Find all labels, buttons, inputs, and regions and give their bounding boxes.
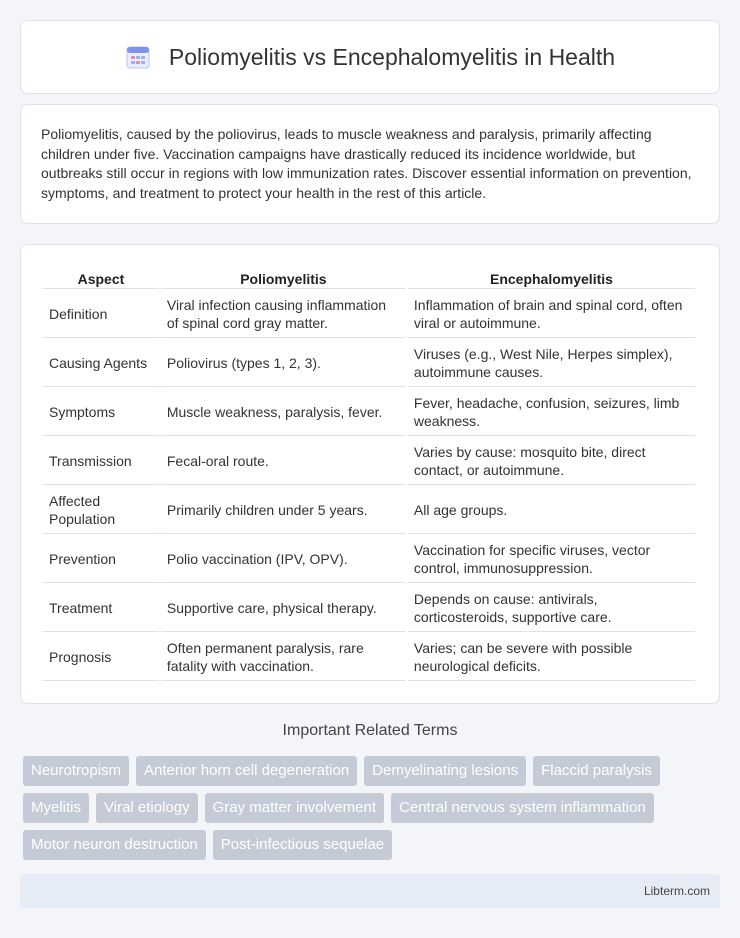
tag-post-infectious-sequelae[interactable]: Post-infectious sequelae xyxy=(213,830,392,860)
aspect-cell: Symptoms xyxy=(43,389,159,436)
related-terms-tags xyxy=(20,756,720,860)
aspect-cell: Prognosis xyxy=(43,634,159,681)
page-title: Poliomyelitis vs Encephalomyelitis in Health xyxy=(168,43,616,70)
aspect-cell: Prevention xyxy=(43,536,159,583)
tag-myelitis[interactable]: Myelitis xyxy=(23,793,89,823)
aspect-cell: Definition xyxy=(43,291,159,338)
aspect-cell: Causing Agents xyxy=(43,340,159,387)
table-header-row xyxy=(43,267,695,289)
tag-gray-matter-involvement[interactable]: Gray matter involvement xyxy=(205,793,384,823)
poliomyelitis-cell: Viral infection causing inflammation of spinal cord gray matter. xyxy=(161,291,406,338)
aspect-cell: Affected Population xyxy=(43,487,159,534)
related-terms-title: Important Related Terms xyxy=(282,722,458,739)
encephalomyelitis-cell: Inflammation of brain and spinal cord, often viral or autoimmune. xyxy=(408,291,695,338)
poliomyelitis-cell: Supportive care, physical therapy. xyxy=(161,585,406,632)
intro-card xyxy=(20,104,720,224)
tag-demyelinating-lesions[interactable]: Demyelinating lesions xyxy=(364,756,526,786)
encephalomyelitis-cell: Viruses (e.g., West Nile, Herpes simplex), autoimmune causes. xyxy=(408,340,695,387)
table-row xyxy=(43,291,695,338)
table-row xyxy=(43,389,695,436)
table-row xyxy=(43,585,695,632)
calendar-icon xyxy=(125,44,151,70)
footer xyxy=(20,874,720,908)
tag-viral-etiology[interactable]: Viral etiology xyxy=(96,793,198,823)
aspect-cell: Transmission xyxy=(43,438,159,485)
related-terms-section xyxy=(20,722,720,860)
poliomyelitis-cell: Muscle weakness, paralysis, fever. xyxy=(161,389,406,436)
tag-cns-inflammation[interactable]: Central nervous system inflammation xyxy=(391,793,654,823)
encephalomyelitis-cell: Vaccination for specific viruses, vector control, immunosuppression. xyxy=(408,536,695,583)
tag-motor-neuron-destruction[interactable]: Motor neuron destruction xyxy=(23,830,206,860)
poliomyelitis-cell: Fecal-oral route. xyxy=(161,438,406,485)
poliomyelitis-cell: Often permanent paralysis, rare fatality with vaccination. xyxy=(161,634,406,681)
poliomyelitis-cell: Primarily children under 5 years. xyxy=(161,487,406,534)
poliomyelitis-cell: Polio vaccination (IPV, OPV). xyxy=(161,536,406,583)
encephalomyelitis-cell: Fever, headache, confusion, seizures, limb weakness. xyxy=(408,389,695,436)
encephalomyelitis-cell: Varies by cause: mosquito bite, direct contact, or autoimmune. xyxy=(408,438,695,485)
header-aspect: Aspect xyxy=(43,267,159,289)
encephalomyelitis-cell: All age groups. xyxy=(408,487,695,534)
tag-anterior-horn-cell-degeneration[interactable]: Anterior horn cell degeneration xyxy=(136,756,357,786)
table-row xyxy=(43,536,695,583)
header-poliomyelitis: Poliomyelitis xyxy=(161,267,406,289)
intro-paragraph: Poliomyelitis, caused by the poliovirus, leads to muscle weakness and paralysis, primarily affecting children under five. Vaccination campaigns have drastically reduced its incidence worldwide, but outbreaks still occur in regions with low immunization rates. Discover essential information on prevention, symptoms, and treatment to protect your health in the rest of this article. xyxy=(41,126,692,201)
table-row xyxy=(43,438,695,485)
header-card xyxy=(20,20,720,94)
table-row xyxy=(43,634,695,681)
tag-neurotropism[interactable]: Neurotropism xyxy=(23,756,129,786)
encephalomyelitis-cell: Depends on cause: antivirals, corticosteroids, supportive care. xyxy=(408,585,695,632)
poliomyelitis-cell: Poliovirus (types 1, 2, 3). xyxy=(161,340,406,387)
comparison-table xyxy=(41,265,697,683)
aspect-cell: Treatment xyxy=(43,585,159,632)
tag-flaccid-paralysis[interactable]: Flaccid paralysis xyxy=(533,756,660,786)
header-encephalomyelitis: Encephalomyelitis xyxy=(408,267,695,289)
table-row xyxy=(43,487,695,534)
comparison-table-card xyxy=(20,244,720,704)
encephalomyelitis-cell: Varies; can be severe with possible neurological deficits. xyxy=(408,634,695,681)
footer-site-link[interactable]: Libterm.com xyxy=(643,884,710,898)
table-row xyxy=(43,340,695,387)
